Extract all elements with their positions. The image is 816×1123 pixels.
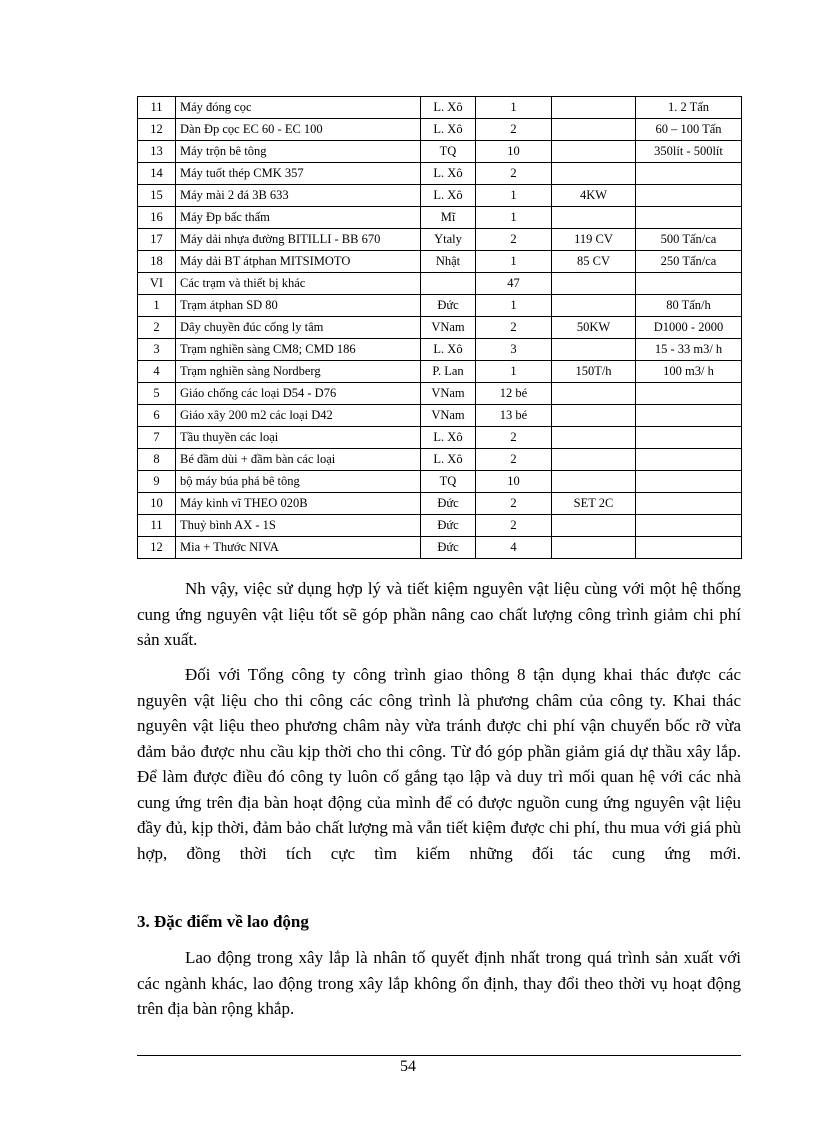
cell-power (552, 427, 636, 449)
cell-equipment-name: Dây chuyền đúc cống ly tâm (176, 317, 421, 339)
cell-equipment-name: Tầu thuyền các loại (176, 427, 421, 449)
cell-quantity: 2 (476, 449, 552, 471)
cell-equipment-name: Thuỷ bình AX - 1S (176, 515, 421, 537)
cell-equipment-name: Dàn Đp cọc EC 60 - EC 100 (176, 119, 421, 141)
cell-origin: Đức (421, 515, 476, 537)
paragraph-labor: Lao động trong xây lắp là nhân tố quyết định nhất trong quá trình sản xuất với các ngành khác, lao động trong xây lắp không ổn định, thay đổi theo thời vụ hoạt động trên địa bàn rộng khắp. (137, 948, 741, 1018)
cell-equipment-name: Giáo xây 200 m2 các loại D42 (176, 405, 421, 427)
cell-power (552, 207, 636, 229)
cell-equipment-name: Máy tuốt thép CMK 357 (176, 163, 421, 185)
cell-quantity: 2 (476, 229, 552, 251)
cell-stt: 15 (138, 185, 176, 207)
cell-power (552, 163, 636, 185)
table-row (138, 141, 742, 163)
cell-power (552, 119, 636, 141)
cell-origin: TQ (421, 141, 476, 163)
cell-capacity: 250 Tấn/ca (636, 251, 742, 273)
table-row (138, 207, 742, 229)
cell-origin: VNam (421, 383, 476, 405)
cell-capacity: 500 Tấn/ca (636, 229, 742, 251)
cell-capacity (636, 427, 742, 449)
cell-stt: 5 (138, 383, 176, 405)
equipment-table (137, 96, 742, 559)
cell-quantity: 1 (476, 251, 552, 273)
cell-origin: VNam (421, 317, 476, 339)
cell-power (552, 141, 636, 163)
cell-stt: 16 (138, 207, 176, 229)
cell-power (552, 405, 636, 427)
cell-power: 4KW (552, 185, 636, 207)
cell-origin: L. Xô (421, 119, 476, 141)
cell-equipment-name: Máy mài 2 đá 3B 633 (176, 185, 421, 207)
cell-quantity: 13 bé (476, 405, 552, 427)
cell-quantity: 2 (476, 119, 552, 141)
table-row (138, 537, 742, 559)
cell-power (552, 383, 636, 405)
cell-quantity: 1 (476, 361, 552, 383)
table-row (138, 119, 742, 141)
cell-capacity: 15 - 33 m3/ h (636, 339, 742, 361)
paragraph-material-usage: Nh vậy, việc sử dụng hợp lý và tiết kiệm nguyên vật liệu cùng với một hệ thống cung ứng nguyên vật liệu tốt sẽ góp phần nâng cao chất lượng công trình giảm chi phí sản xuất. (137, 579, 741, 649)
cell-capacity: D1000 - 2000 (636, 317, 742, 339)
cell-capacity (636, 163, 742, 185)
table-row (138, 515, 742, 537)
cell-capacity (636, 273, 742, 295)
cell-equipment-name: Trạm nghiền sàng CM8; CMD 186 (176, 339, 421, 361)
cell-origin: L. Xô (421, 427, 476, 449)
cell-stt: 9 (138, 471, 176, 493)
cell-stt: 14 (138, 163, 176, 185)
cell-stt: 18 (138, 251, 176, 273)
cell-capacity (636, 185, 742, 207)
cell-stt: 12 (138, 537, 176, 559)
cell-quantity: 10 (476, 141, 552, 163)
cell-quantity: 1 (476, 207, 552, 229)
cell-capacity (636, 471, 742, 493)
cell-power: SET 2C (552, 493, 636, 515)
cell-origin (421, 273, 476, 295)
cell-origin: P. Lan (421, 361, 476, 383)
table-row (138, 471, 742, 493)
cell-equipment-name: Máy đóng cọc (176, 97, 421, 119)
cell-equipment-name: Máy trộn bê tông (176, 141, 421, 163)
cell-capacity (636, 405, 742, 427)
cell-quantity: 3 (476, 339, 552, 361)
table-row (138, 317, 742, 339)
cell-equipment-name: Máy kinh vĩ THEO 020B (176, 493, 421, 515)
cell-capacity: 60 – 100 Tấn (636, 119, 742, 141)
cell-power (552, 537, 636, 559)
cell-stt: VI (138, 273, 176, 295)
cell-stt: 4 (138, 361, 176, 383)
cell-equipment-name: Máy dải BT átphan MITSIMOTO (176, 251, 421, 273)
cell-stt: 3 (138, 339, 176, 361)
table-row (138, 97, 742, 119)
cell-origin: Mĩ (421, 207, 476, 229)
table-row (138, 361, 742, 383)
cell-stt: 2 (138, 317, 176, 339)
cell-capacity (636, 207, 742, 229)
cell-origin: Đức (421, 537, 476, 559)
cell-origin: Đức (421, 493, 476, 515)
cell-stt: 6 (138, 405, 176, 427)
cell-stt: 11 (138, 97, 176, 119)
cell-quantity: 2 (476, 163, 552, 185)
table-row (138, 273, 742, 295)
cell-power (552, 273, 636, 295)
cell-origin: Ytaly (421, 229, 476, 251)
cell-quantity: 4 (476, 537, 552, 559)
cell-capacity: 100 m3/ h (636, 361, 742, 383)
table-row (138, 163, 742, 185)
cell-capacity: 1. 2 Tấn (636, 97, 742, 119)
cell-stt: 10 (138, 493, 176, 515)
cell-quantity: 1 (476, 185, 552, 207)
cell-origin: TQ (421, 471, 476, 493)
cell-quantity: 2 (476, 317, 552, 339)
table-row (138, 383, 742, 405)
cell-quantity: 1 (476, 97, 552, 119)
cell-power: 119 CV (552, 229, 636, 251)
table-row (138, 493, 742, 515)
cell-capacity (636, 449, 742, 471)
cell-origin: L. Xô (421, 185, 476, 207)
cell-equipment-name: bộ máy búa phá bê tông (176, 471, 421, 493)
cell-stt: 17 (138, 229, 176, 251)
cell-quantity: 2 (476, 493, 552, 515)
cell-quantity: 47 (476, 273, 552, 295)
table-row (138, 405, 742, 427)
cell-power (552, 97, 636, 119)
cell-quantity: 1 (476, 295, 552, 317)
equipment-table-body (138, 97, 742, 559)
cell-equipment-name: Máy Đp bấc thấm (176, 207, 421, 229)
cell-capacity (636, 493, 742, 515)
cell-origin: Nhật (421, 251, 476, 273)
cell-capacity: 350lít - 500lít (636, 141, 742, 163)
table-row (138, 185, 742, 207)
cell-stt: 12 (138, 119, 176, 141)
cell-stt: 8 (138, 449, 176, 471)
cell-equipment-name: Bé đầm dùi + đầm bàn các loại (176, 449, 421, 471)
cell-capacity (636, 537, 742, 559)
table-row (138, 427, 742, 449)
paragraph-material-sourcing: Đối với Tổng công ty công trình giao thông 8 tận dụng khai thác được các nguyên vật liệu cho thi công các công trình là phương châm của công ty. Khai thác nguyên vật liệu theo phương châm này vừa tránh được chi phí vận chuyển bốc rỡ vừa đảm bảo được nhu cầu kịp thời cho thi công. Từ đó góp phần giảm giá dự thầu xây lắp. Để làm được điều đó công ty luôn cố gắng tạo lập và duy trì mối quan hệ với các nhà cung ứng trên địa bàn hoạt động của mình để có được nguồn cung ứng nguyên vật liệu đầy đủ, kịp thời, đảm bảo chất lượng mà vẫn tiết kiệm được chi phí, thu mua với giá phù hợp, đồng thời tích cực tìm kiếm những đối tác cung ứng mới. (137, 665, 741, 863)
page-number: 54 (400, 1058, 416, 1075)
cell-capacity: 80 Tấn/h (636, 295, 742, 317)
section-heading-labor: 3. Đặc điểm về lao động (137, 912, 309, 931)
footer-divider (137, 1055, 741, 1056)
cell-origin: L. Xô (421, 339, 476, 361)
table-row (138, 295, 742, 317)
cell-origin: Đức (421, 295, 476, 317)
cell-power (552, 339, 636, 361)
cell-capacity (636, 383, 742, 405)
table-row (138, 251, 742, 273)
cell-stt: 7 (138, 427, 176, 449)
cell-power (552, 449, 636, 471)
cell-capacity (636, 515, 742, 537)
cell-power (552, 471, 636, 493)
cell-origin: VNam (421, 405, 476, 427)
cell-equipment-name: Giáo chống các loại D54 - D76 (176, 383, 421, 405)
cell-equipment-name: Trạm átphan SD 80 (176, 295, 421, 317)
cell-equipment-name: Máy dải nhựa đường BITILLI - BB 670 (176, 229, 421, 251)
cell-power (552, 515, 636, 537)
cell-power: 150T/h (552, 361, 636, 383)
cell-origin: L. Xô (421, 163, 476, 185)
table-row (138, 229, 742, 251)
cell-origin: L. Xô (421, 97, 476, 119)
cell-quantity: 12 bé (476, 383, 552, 405)
cell-quantity: 10 (476, 471, 552, 493)
cell-quantity: 2 (476, 427, 552, 449)
cell-stt: 1 (138, 295, 176, 317)
cell-equipment-name: Mia + Thước NIVA (176, 537, 421, 559)
cell-equipment-name: Trạm nghiền sàng Nordberg (176, 361, 421, 383)
cell-quantity: 2 (476, 515, 552, 537)
cell-origin: L. Xô (421, 449, 476, 471)
cell-equipment-name: Các trạm và thiết bị khác (176, 273, 421, 295)
cell-power: 50KW (552, 317, 636, 339)
table-row (138, 339, 742, 361)
cell-stt: 11 (138, 515, 176, 537)
cell-power: 85 CV (552, 251, 636, 273)
cell-power (552, 295, 636, 317)
cell-stt: 13 (138, 141, 176, 163)
table-row (138, 449, 742, 471)
